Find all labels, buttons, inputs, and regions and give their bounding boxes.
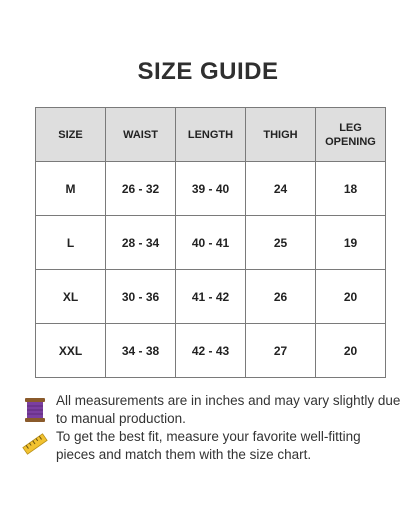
thread-spool-icon: [22, 396, 48, 424]
cell-waist: 34 - 38: [106, 324, 176, 378]
cell-leg-opening: 20: [316, 324, 386, 378]
table-header-row: [36, 108, 386, 162]
cell-size: M: [36, 162, 106, 216]
cell-thigh: 24: [246, 162, 316, 216]
cell-leg-opening: 19: [316, 216, 386, 270]
header-thigh: THIGH: [246, 108, 316, 162]
cell-thigh: 27: [246, 324, 316, 378]
cell-length: 40 - 41: [176, 216, 246, 270]
note-text: All measurements are in inches and may vary slightly due to manual production.: [56, 393, 401, 426]
cell-waist: 28 - 34: [106, 216, 176, 270]
table-row: [36, 216, 386, 270]
table-row: [36, 162, 386, 216]
table-row: [36, 324, 386, 378]
cell-leg-opening: 20: [316, 270, 386, 324]
note-best-fit: [22, 428, 402, 464]
page-title: SIZE GUIDE: [137, 58, 279, 85]
cell-size: XXL: [36, 324, 106, 378]
measuring-tape-icon: [22, 430, 48, 458]
cell-size: XL: [36, 270, 106, 324]
cell-thigh: 25: [246, 216, 316, 270]
header-size: SIZE: [36, 108, 106, 162]
cell-waist: 26 - 32: [106, 162, 176, 216]
note-measurements: [22, 392, 402, 428]
notes: [22, 392, 402, 464]
table-row: [36, 270, 386, 324]
note-text: To get the best fit, measure your favorite well-fitting pieces and match them with the size chart.: [56, 429, 361, 462]
size-table: [35, 107, 386, 378]
cell-waist: 30 - 36: [106, 270, 176, 324]
cell-leg-opening: 18: [316, 162, 386, 216]
cell-length: 41 - 42: [176, 270, 246, 324]
cell-thigh: 26: [246, 270, 316, 324]
cell-size: L: [36, 216, 106, 270]
cell-length: 42 - 43: [176, 324, 246, 378]
header-waist: WAIST: [106, 108, 176, 162]
cell-length: 39 - 40: [176, 162, 246, 216]
header-leg-opening: LEG OPENING: [316, 108, 386, 162]
header-length: LENGTH: [176, 108, 246, 162]
